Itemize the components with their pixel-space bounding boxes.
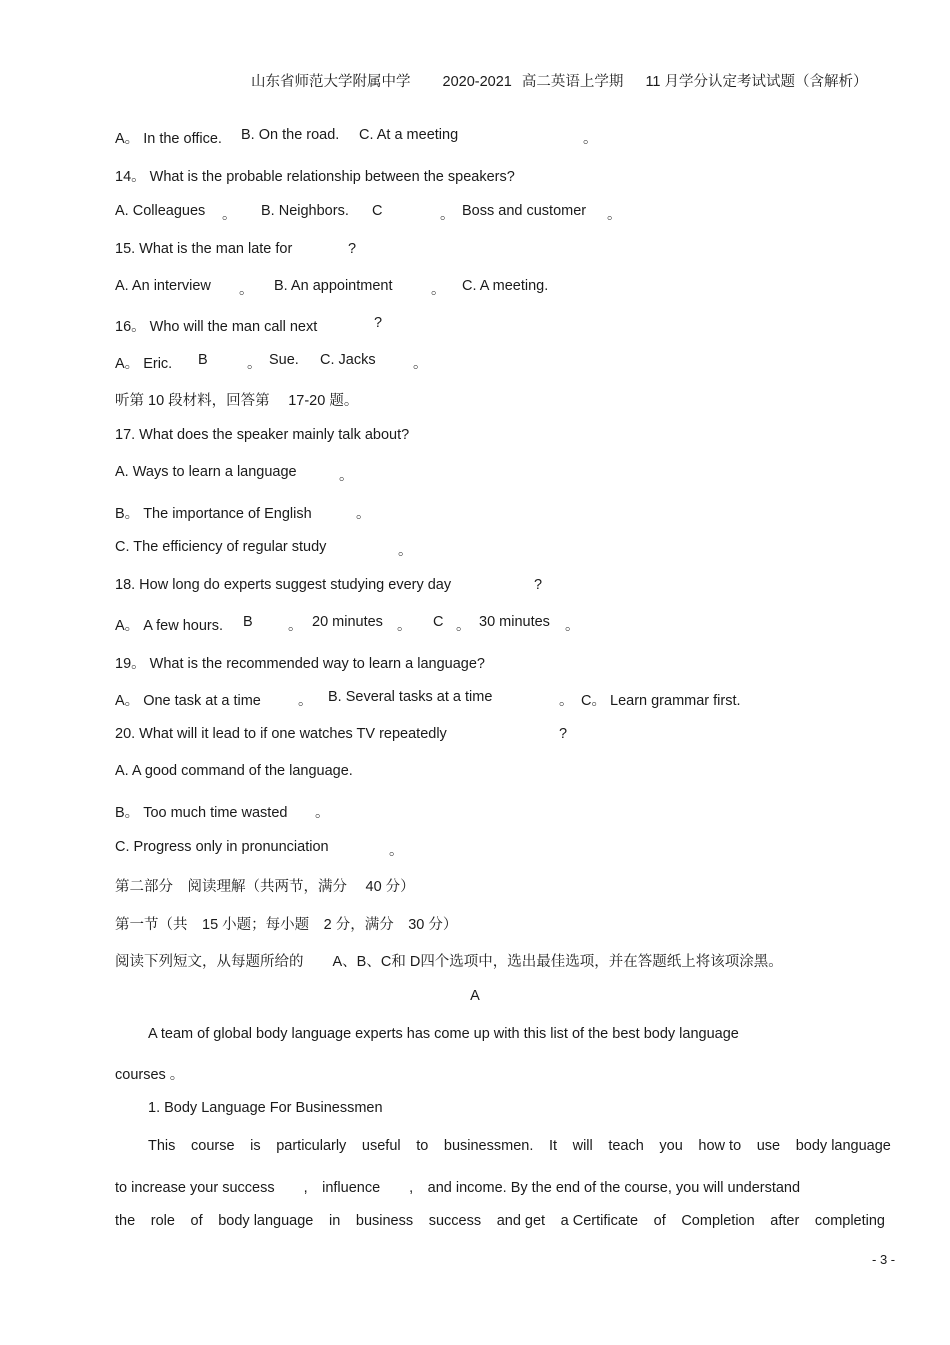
course-1-title: 1. Body Language For Businessmen [148, 1100, 383, 1116]
q18-b-end: 。 [397, 618, 412, 634]
q15-stem: 15. What is the man late for [115, 241, 293, 257]
q18-end-mark: 。 [565, 618, 580, 634]
q18-c-dot: 。 [456, 618, 471, 634]
header-school: 山东省师范大学附属中学 [251, 74, 411, 90]
q16-option-b-text: Sue. [269, 352, 299, 368]
word: business [355, 1213, 414, 1229]
word: will [572, 1138, 593, 1154]
q20-stem: 20. What will it lead to if one watches TV repeatedly [115, 726, 447, 742]
q19-b-end: 。 [559, 693, 574, 709]
q20-qmark: ? [559, 726, 568, 742]
page-number: - 3 - [872, 1252, 896, 1267]
q14-a-end: 。 [222, 207, 237, 223]
word: teach [608, 1138, 644, 1154]
q14-option-c-text: Boss and customer [462, 203, 587, 219]
reading-instructions: 阅读下列短文，从每题所给的 A、B、C和 D四个选项中，选出最佳选项，并在答题纸上将该项涂黑。 [115, 954, 783, 970]
word: the [115, 1213, 136, 1229]
word: success [428, 1213, 482, 1229]
passage-p2-line1 [148, 1138, 891, 1154]
q18-option-c: C [433, 614, 444, 630]
passage-p2-line2: to increase your success , influence , and income. By the end of the course, you will understand [115, 1180, 801, 1196]
header-exam: 11 月学分认定考试试题（含解析） [645, 74, 868, 90]
part-2-heading: 第二部分 阅读理解（共两节，满分 40 分） [115, 879, 415, 895]
q18-stem: 18. How long do experts suggest studying every day [115, 577, 452, 593]
q17-b-end: 。 [356, 506, 371, 522]
q19-option-c: C。 Learn grammar first. [581, 693, 741, 709]
q16-qmark: ? [374, 315, 383, 331]
q18-option-c-text: 30 minutes [479, 614, 550, 630]
q15-option-a: A. An interview [115, 278, 211, 294]
q17-option-b: B。 The importance of English [115, 506, 312, 522]
q16-option-b: B [198, 352, 208, 368]
q14-option-b: B. Neighbors. [261, 203, 349, 219]
passage-p1-line2: courses 。 [115, 1067, 185, 1083]
q20-option-c: C. Progress only in pronunciation [115, 839, 329, 855]
q20-c-end: 。 [389, 843, 404, 859]
q15-option-c: C. A meeting. [462, 278, 549, 294]
q15-option-b: B. An appointment [274, 278, 393, 294]
q18-option-b-text: 20 minutes [312, 614, 383, 630]
word: of [653, 1213, 666, 1229]
q20-b-end: 。 [315, 805, 330, 821]
word: role [150, 1213, 175, 1229]
q19-a-end: 。 [298, 693, 313, 709]
word: This [148, 1138, 176, 1154]
q16-end-mark: 。 [413, 356, 428, 372]
page-header [251, 70, 896, 91]
q17-c-end: 。 [398, 543, 413, 559]
section-1-heading: 第一节（共 15 小题；每小题 2 分，满分 30 分） [115, 917, 458, 933]
word: to [416, 1138, 429, 1154]
q15-a-end: 。 [239, 282, 254, 298]
q14-end-mark: 。 [607, 207, 622, 223]
word: of [190, 1213, 203, 1229]
word: and get [496, 1213, 546, 1229]
q19-option-b: B. Several tasks at a time [328, 689, 493, 705]
word: It [548, 1138, 558, 1154]
word: use [756, 1138, 781, 1154]
word: is [250, 1138, 261, 1154]
word: after [770, 1213, 800, 1229]
q16-b-dot: 。 [247, 356, 262, 372]
q17-option-a: A. Ways to learn a language [115, 464, 297, 480]
q15-b-end: 。 [431, 282, 446, 298]
q14-c-dot: 。 [440, 207, 455, 223]
word: completing [814, 1213, 885, 1229]
q13-option-b: B. On the road. [241, 127, 340, 143]
section-10-instruction: 听第 10 段材料，回答第 17-20 题。 [115, 393, 359, 409]
q17-stem: 17. What does the speaker mainly talk about? [115, 427, 410, 443]
word: a Certificate [560, 1213, 639, 1229]
q14-option-a: A. Colleagues [115, 203, 206, 219]
word: useful [361, 1138, 401, 1154]
q19-option-a: A。 One task at a time [115, 693, 261, 709]
q20-option-a: A. A good command of the language. [115, 763, 353, 779]
q15-qmark: ? [348, 241, 357, 257]
q13-end-mark: 。 [583, 131, 598, 147]
q18-option-b: B [243, 614, 253, 630]
q17-a-end: 。 [339, 468, 354, 484]
word: body language [795, 1138, 891, 1154]
word: course [191, 1138, 235, 1154]
q14-stem: 14。 What is the probable relationship between the speakers? [115, 169, 515, 185]
q14-option-c: C [372, 203, 383, 219]
q19-stem: 19。 What is the recommended way to learn a language? [115, 656, 485, 672]
passage-p1-line1: A team of global body language experts has come up with this list of the best body language [148, 1026, 739, 1042]
q18-b-dot: 。 [288, 618, 303, 634]
word: how to [698, 1138, 742, 1154]
q20-option-b: B。 Too much time wasted [115, 805, 288, 821]
word: particularly [276, 1138, 347, 1154]
q18-qmark: ? [534, 577, 543, 593]
q18-option-a: A。 A few hours. [115, 618, 223, 634]
word: businessmen. [443, 1138, 534, 1154]
q17-option-c: C. The efficiency of regular study [115, 539, 327, 555]
q16-option-c: C. Jacks [320, 352, 376, 368]
header-year: 2020-2021 [442, 74, 512, 90]
passage-label: A [470, 988, 480, 1004]
passage-p2-line3 [115, 1213, 885, 1229]
word: you [659, 1138, 683, 1154]
word: body language [218, 1213, 314, 1229]
q13-option-c: C. At a meeting [359, 127, 459, 143]
word: in [328, 1213, 341, 1229]
q13-option-a: A。 In the office. [115, 131, 222, 147]
header-subject: 高二英语上学期 [521, 74, 624, 90]
word: Completion [681, 1213, 755, 1229]
q16-option-a: A。 Eric. [115, 356, 173, 372]
q16-stem: 16。 Who will the man call next [115, 319, 318, 335]
